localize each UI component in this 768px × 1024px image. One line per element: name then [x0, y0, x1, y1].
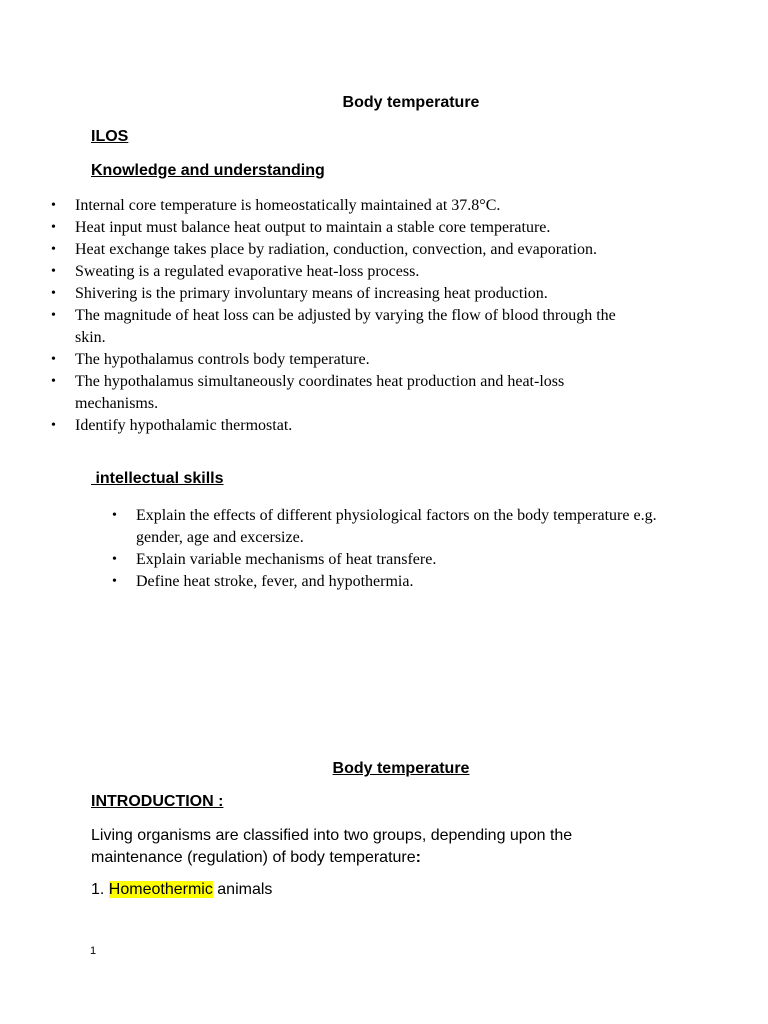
bullet-icon: • [51, 220, 56, 235]
bullet-icon: • [51, 264, 56, 279]
numbered-item-1 [91, 881, 272, 899]
list-item-text: The magnitude of heat loss can be adjusted by varying the flow of blood through the [75, 307, 616, 324]
item-number: 1. [91, 881, 109, 898]
knowledge-list-item [51, 305, 695, 349]
page-title: Body temperature [342, 94, 480, 111]
intellectual-list-item [112, 549, 736, 571]
knowledge-heading: Knowledge and understanding [91, 162, 325, 179]
knowledge-list-item [51, 349, 695, 371]
list-item-text: Define heat stroke, fever, and hypothermia. [136, 573, 414, 590]
knowledge-list-item [51, 261, 695, 283]
list-item-text: Explain variable mechanisms of heat transfere. [136, 551, 437, 568]
intellectual-skills-list [112, 505, 736, 593]
knowledge-list-item [51, 415, 695, 437]
introduction-paragraph [91, 825, 651, 869]
bullet-icon: • [112, 508, 117, 523]
list-item-text: The hypothalamus simultaneously coordinates heat production and heat-loss [75, 373, 565, 390]
list-item-text: skin. [75, 329, 106, 346]
ilos-heading: ILOS [91, 128, 129, 145]
knowledge-list-item [51, 371, 695, 415]
list-item-text: The hypothalamus controls body temperature. [75, 351, 370, 368]
highlighted-term: Homeothermic [108, 881, 213, 898]
section-title: Body temperature [332, 760, 470, 777]
knowledge-list-item [51, 217, 695, 239]
bullet-icon: • [51, 198, 56, 213]
introduction-colon: : [415, 849, 421, 866]
list-item-text: Heat input must balance heat output to maintain a stable core temperature. [75, 219, 551, 236]
list-item-text: Sweating is a regulated evaporative heat-loss process. [75, 263, 420, 280]
bullet-icon: • [112, 574, 117, 589]
knowledge-list-item [51, 283, 695, 305]
knowledge-list-item [51, 195, 695, 217]
introduction-heading: INTRODUCTION : [91, 793, 224, 810]
intellectual-skills-heading: intellectual skills [91, 470, 224, 487]
bullet-icon: • [51, 374, 56, 389]
list-item-text: Heat exchange takes place by radiation, conduction, convection, and evaporation. [75, 241, 598, 258]
bullet-icon: • [51, 418, 56, 433]
bullet-icon: • [51, 352, 56, 367]
list-item-text: mechanisms. [75, 395, 159, 412]
bullet-icon: • [51, 242, 56, 257]
bullet-icon: • [51, 308, 56, 323]
knowledge-list-item [51, 239, 695, 261]
intellectual-list-item [112, 505, 736, 549]
intellectual-list-item [112, 571, 736, 593]
bullet-icon: • [112, 552, 117, 567]
list-item-text: Shivering is the primary involuntary means of increasing heat production. [75, 285, 548, 302]
list-item-text: gender, age and excersize. [136, 529, 304, 546]
item-text: animals [212, 881, 273, 898]
bullet-icon: • [51, 286, 56, 301]
page-number: 1 [90, 945, 97, 957]
introduction-text: Living organisms are classified into two groups, depending upon the maintenance (regulation) of body temperature [91, 827, 573, 866]
list-item-text: Identify hypothalamic thermostat. [75, 417, 293, 434]
list-item-text: Internal core temperature is homeostatically maintained at 37.8°C. [75, 197, 501, 214]
knowledge-list [51, 195, 695, 437]
list-item-text: Explain the effects of different physiological factors on the body temperature e.g. [136, 507, 657, 524]
